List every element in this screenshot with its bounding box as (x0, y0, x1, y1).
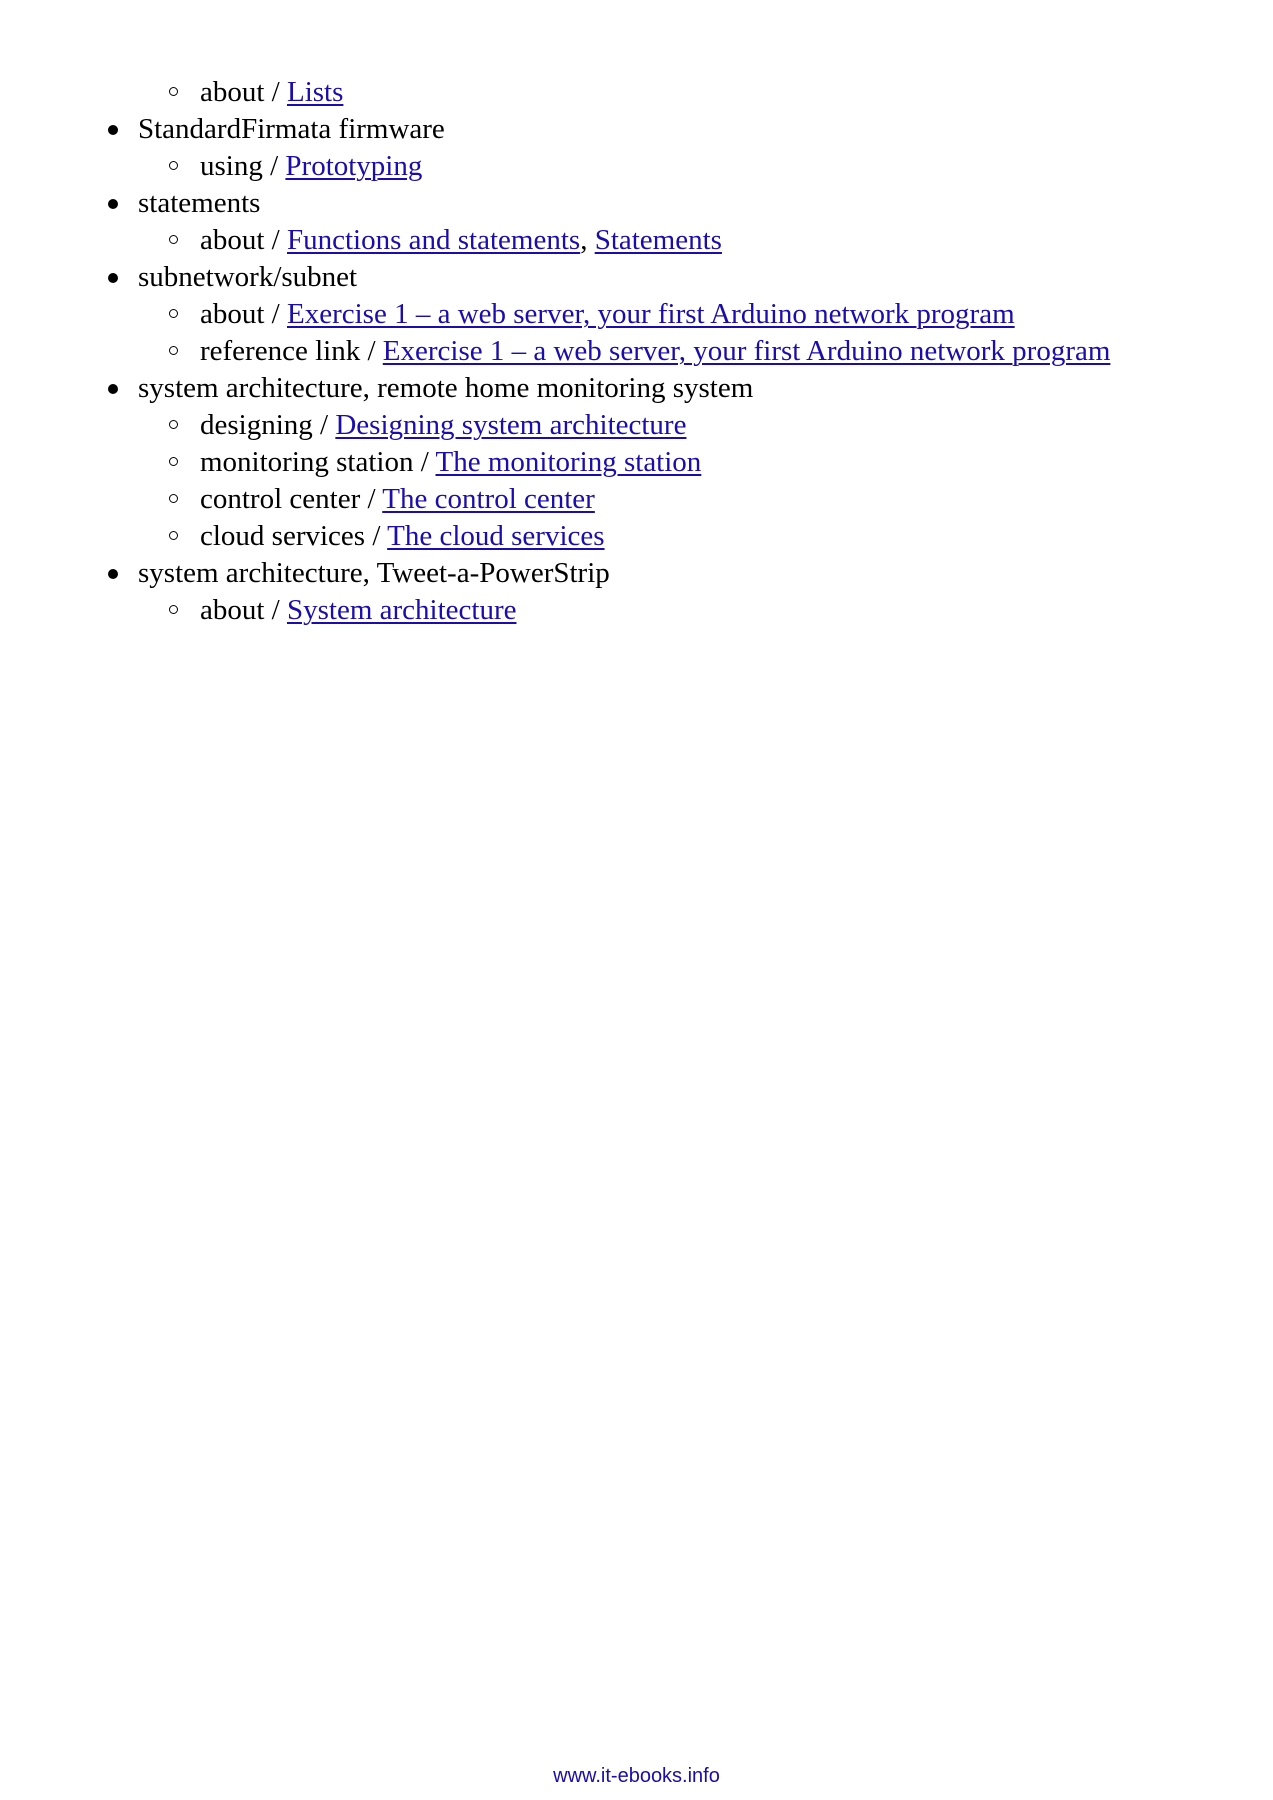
index-term: monitoring station / (200, 446, 436, 478)
index-term: about / (200, 224, 287, 256)
index-subentry (0, 222, 1273, 259)
index-subentry (0, 148, 1273, 185)
bullet-disc-icon (108, 273, 118, 283)
index-subentry (0, 592, 1273, 629)
index-term: system architecture, remote home monitoring system (138, 372, 754, 404)
bullet-circle-icon (169, 457, 178, 466)
bullet-circle-icon (169, 531, 178, 540)
index-page-link[interactable]: Functions and statements (287, 224, 581, 256)
index-entry (0, 185, 1273, 222)
index-subentry (0, 296, 1273, 333)
index-term: using / (200, 150, 286, 182)
index-term: reference link / (200, 335, 383, 367)
index-term: designing / (200, 409, 336, 441)
index-term: statements (138, 187, 261, 219)
footer-url-link[interactable]: www.it-ebooks.info (553, 1765, 720, 1787)
bullet-circle-icon (169, 494, 178, 503)
bullet-circle-icon (169, 161, 178, 170)
index-list (0, 74, 1273, 629)
index-subentry (0, 333, 1273, 370)
bullet-disc-icon (108, 125, 118, 135)
index-entry (0, 259, 1273, 296)
index-subentry (0, 407, 1273, 444)
index-page-link[interactable]: Lists (287, 76, 344, 108)
bullet-disc-icon (108, 199, 118, 209)
index-page-link[interactable]: The cloud services (387, 520, 605, 552)
index-page-link[interactable]: Exercise 1 – a web server, your first Arduino network program (382, 335, 1111, 367)
index-term: about / (200, 298, 287, 330)
bullet-circle-icon (169, 346, 178, 355)
index-entry (0, 370, 1273, 407)
index-entry (0, 111, 1273, 148)
bullet-circle-icon (169, 420, 178, 429)
index-page-link[interactable]: Exercise 1 – a web server, your first Arduino network program (287, 298, 1015, 330)
bullet-circle-icon (169, 309, 178, 318)
index-page-link[interactable]: Prototyping (285, 150, 423, 182)
index-term: cloud services / (200, 520, 388, 552)
index-term: about / (200, 594, 287, 626)
bullet-circle-icon (169, 235, 178, 244)
index-page-link[interactable]: The control center (382, 483, 595, 515)
index-subentry (0, 481, 1273, 518)
index-page-link[interactable]: System architecture (287, 594, 517, 626)
index-entry (0, 555, 1273, 592)
bullet-circle-icon (169, 87, 178, 96)
index-term: system architecture, Tweet-a-PowerStrip (138, 557, 610, 589)
index-term: subnetwork/subnet (138, 261, 358, 293)
bullet-circle-icon (169, 605, 178, 614)
link-separator: , (580, 224, 595, 256)
index-page-link[interactable]: The monitoring station (435, 446, 702, 478)
index-term: about / (200, 76, 287, 108)
index-page-link[interactable]: Designing system architecture (335, 409, 687, 441)
index-subentry (0, 518, 1273, 555)
index-term: StandardFirmata firmware (138, 113, 445, 145)
index-subentry (0, 74, 1273, 111)
index-subentry (0, 444, 1273, 481)
index-term: control center / (200, 483, 383, 515)
index-page-link[interactable]: Statements (594, 224, 722, 256)
bullet-disc-icon (108, 569, 118, 579)
bullet-disc-icon (108, 384, 118, 394)
